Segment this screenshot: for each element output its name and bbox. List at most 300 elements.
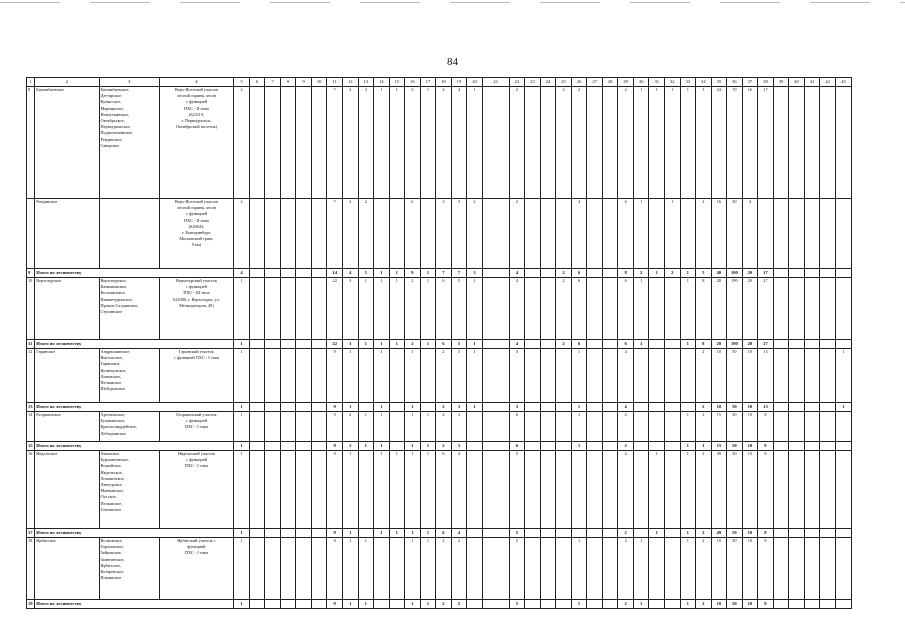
- value-cell: [556, 529, 572, 538]
- value-cell: 1: [234, 442, 250, 451]
- value-cell: [587, 340, 603, 349]
- column-number-cell: 8: [280, 78, 296, 87]
- value-cell: 2: [618, 529, 634, 538]
- value-cell: 7: [327, 199, 343, 269]
- value-cell: [540, 278, 556, 340]
- row-number: 9: [27, 269, 35, 278]
- value-cell: 2: [436, 412, 452, 442]
- column-number-cell: 10: [311, 78, 327, 87]
- value-cell: 1: [571, 403, 587, 412]
- value-cell: 49: [711, 529, 727, 538]
- value-cell: [789, 538, 805, 600]
- value-cell: 15: [711, 442, 727, 451]
- value-cell: 3: [358, 87, 374, 199]
- value-cell: 2: [618, 87, 634, 199]
- value-cell: [820, 349, 836, 403]
- value-cell: 2: [467, 199, 483, 269]
- column-number-cell: 15: [389, 78, 405, 87]
- value-cell: [587, 87, 603, 199]
- value-cell: 20: [742, 278, 758, 340]
- value-cell: 1: [633, 87, 649, 199]
- value-cell: 1: [696, 442, 712, 451]
- page-number: 84: [447, 56, 458, 68]
- value-cell: 1: [389, 87, 405, 199]
- value-cell: [835, 199, 851, 269]
- value-cell: [789, 340, 805, 349]
- value-cell: [649, 403, 665, 412]
- value-cell: [482, 529, 509, 538]
- column-number-cell: 38: [758, 78, 774, 87]
- value-cell: [249, 600, 265, 609]
- value-cell: [249, 340, 265, 349]
- value-cell: [249, 412, 265, 442]
- value-cell: 10: [742, 442, 758, 451]
- value-cell: 28: [711, 340, 727, 349]
- value-cell: 10: [742, 412, 758, 442]
- value-cell: 4: [509, 278, 525, 340]
- value-cell: [482, 600, 509, 609]
- value-cell: [587, 403, 603, 412]
- value-cell: [804, 340, 820, 349]
- value-cell: [835, 538, 851, 600]
- value-cell: 6: [618, 340, 634, 349]
- value-cell: 1: [571, 442, 587, 451]
- value-cell: [540, 269, 556, 278]
- value-cell: 4: [509, 269, 525, 278]
- value-cell: [820, 87, 836, 199]
- value-cell: 6: [509, 442, 525, 451]
- value-cell: [540, 538, 556, 600]
- value-cell: 1: [342, 538, 358, 600]
- value-cell: [789, 600, 805, 609]
- value-cell: 2: [342, 199, 358, 269]
- forestry-total-row: [27, 340, 852, 349]
- value-cell: [296, 529, 312, 538]
- value-cell: [649, 340, 665, 349]
- value-cell: 2: [342, 412, 358, 442]
- value-cell: 2: [509, 87, 525, 199]
- value-cell: 5: [358, 269, 374, 278]
- value-cell: [482, 340, 509, 349]
- value-cell: 2: [451, 538, 467, 600]
- value-cell: 50: [727, 451, 743, 529]
- value-cell: 10: [711, 349, 727, 403]
- value-cell: 8: [758, 451, 774, 529]
- value-cell: 1: [420, 529, 436, 538]
- value-cell: [820, 442, 836, 451]
- value-cell: [587, 412, 603, 442]
- value-cell: [525, 442, 541, 451]
- value-cell: 4: [436, 87, 452, 199]
- value-cell: 10: [742, 349, 758, 403]
- district-forestries-list: Артемовское, Буланашское, Красногвардейское, Лебедкинское: [99, 412, 159, 442]
- value-cell: [758, 199, 774, 269]
- value-cell: 1: [680, 87, 696, 199]
- value-cell: [249, 269, 265, 278]
- value-cell: [571, 529, 587, 538]
- column-number-cell: 13: [358, 78, 374, 87]
- value-cell: [540, 349, 556, 403]
- column-number-row: [27, 78, 852, 87]
- value-cell: 1: [680, 269, 696, 278]
- row-number: 18: [27, 538, 35, 600]
- value-cell: 10: [742, 403, 758, 412]
- value-cell: [665, 340, 681, 349]
- value-cell: 70: [727, 87, 743, 199]
- value-cell: 1: [405, 442, 421, 451]
- value-cell: [804, 600, 820, 609]
- value-cell: [773, 529, 789, 538]
- value-cell: [525, 412, 541, 442]
- value-cell: 1: [420, 412, 436, 442]
- value-cell: 4: [509, 340, 525, 349]
- value-cell: 1: [665, 87, 681, 199]
- value-cell: [389, 412, 405, 442]
- value-cell: [311, 600, 327, 609]
- value-cell: 3: [451, 349, 467, 403]
- value-cell: [265, 442, 281, 451]
- value-cell: 1: [467, 87, 483, 199]
- value-cell: 50: [727, 600, 743, 609]
- value-cell: [835, 269, 851, 278]
- value-cell: [389, 403, 405, 412]
- value-cell: [556, 451, 572, 529]
- value-cell: [311, 278, 327, 340]
- fire-station-unit: Гаринский участок с функцией ПХС - I типа: [159, 349, 234, 403]
- value-cell: 2: [436, 600, 452, 609]
- value-cell: 2: [665, 269, 681, 278]
- forestry-row: [27, 538, 852, 600]
- column-number-cell: 25: [556, 78, 572, 87]
- value-cell: 6: [436, 278, 452, 340]
- value-cell: [556, 600, 572, 609]
- value-cell: 50: [727, 442, 743, 451]
- value-cell: 2: [696, 403, 712, 412]
- value-cell: [482, 403, 509, 412]
- value-cell: [773, 600, 789, 609]
- value-cell: [587, 349, 603, 403]
- value-cell: 1: [342, 349, 358, 403]
- value-cell: 2: [618, 600, 634, 609]
- value-cell: [789, 199, 805, 269]
- value-cell: [602, 442, 618, 451]
- value-cell: [773, 87, 789, 199]
- value-cell: 1: [680, 600, 696, 609]
- value-cell: [602, 529, 618, 538]
- value-cell: 7: [327, 87, 343, 199]
- value-cell: 4: [451, 529, 467, 538]
- value-cell: 3: [696, 87, 712, 199]
- value-cell: [665, 451, 681, 529]
- value-cell: [482, 349, 509, 403]
- value-cell: 6: [571, 278, 587, 340]
- value-cell: [358, 451, 374, 529]
- value-cell: 3: [509, 349, 525, 403]
- value-cell: [420, 199, 436, 269]
- value-cell: 2: [618, 442, 634, 451]
- value-cell: [525, 600, 541, 609]
- value-cell: [482, 87, 509, 199]
- value-cell: 1: [234, 529, 250, 538]
- value-cell: [296, 442, 312, 451]
- value-cell: [804, 87, 820, 199]
- value-cell: 2: [633, 269, 649, 278]
- value-cell: [280, 269, 296, 278]
- value-cell: [249, 403, 265, 412]
- value-cell: [773, 538, 789, 600]
- value-cell: [665, 529, 681, 538]
- value-cell: [835, 442, 851, 451]
- total-label: Итого по лесничеству: [35, 600, 234, 609]
- value-cell: 1: [342, 451, 358, 529]
- column-number-cell: 20: [467, 78, 483, 87]
- value-cell: [633, 403, 649, 412]
- value-cell: [280, 340, 296, 349]
- value-cell: [804, 269, 820, 278]
- value-cell: 1: [420, 451, 436, 529]
- column-number-cell: 41: [804, 78, 820, 87]
- value-cell: 2: [696, 199, 712, 269]
- value-cell: [587, 442, 603, 451]
- value-cell: [602, 278, 618, 340]
- fire-station-unit: Ирбитский участок с функцией ПХС - I типа: [159, 538, 234, 600]
- value-cell: 1: [374, 269, 390, 278]
- value-cell: 1: [234, 340, 250, 349]
- district-forestries-list: Волковское, Гороховское, Зайковское, Заингинское, Ирбитское, Котаревское, Илыинское: [99, 538, 159, 600]
- value-cell: [820, 199, 836, 269]
- value-cell: [525, 451, 541, 529]
- value-cell: 2: [234, 199, 250, 269]
- value-cell: [649, 412, 665, 442]
- value-cell: [649, 600, 665, 609]
- column-number-cell: 29: [618, 78, 634, 87]
- value-cell: [789, 349, 805, 403]
- value-cell: [358, 403, 374, 412]
- column-number-cell: 42: [820, 78, 836, 87]
- value-cell: [358, 349, 374, 403]
- value-cell: [311, 442, 327, 451]
- forestry-total-row: [27, 269, 852, 278]
- value-cell: [389, 600, 405, 609]
- value-cell: [602, 538, 618, 600]
- value-cell: [680, 199, 696, 269]
- value-cell: 8: [758, 538, 774, 600]
- row-number: [27, 199, 35, 269]
- value-cell: [280, 349, 296, 403]
- value-cell: [525, 340, 541, 349]
- value-cell: [525, 529, 541, 538]
- value-cell: 2: [342, 87, 358, 199]
- value-cell: [296, 269, 312, 278]
- value-cell: 5: [327, 412, 343, 442]
- forestry-name: Ирбитское: [35, 538, 99, 600]
- column-number-cell: 37: [742, 78, 758, 87]
- value-cell: 5: [509, 600, 525, 609]
- value-cell: 1: [234, 403, 250, 412]
- value-cell: [540, 87, 556, 199]
- value-cell: 1: [374, 278, 390, 340]
- value-cell: [311, 412, 327, 442]
- value-cell: [820, 538, 836, 600]
- value-cell: 3: [451, 403, 467, 412]
- value-cell: [296, 340, 312, 349]
- column-number-cell: 33: [680, 78, 696, 87]
- value-cell: 2: [358, 199, 374, 269]
- value-cell: 1: [405, 412, 421, 442]
- value-cell: [389, 538, 405, 600]
- value-cell: 50: [727, 538, 743, 600]
- value-cell: [311, 269, 327, 278]
- value-cell: [820, 269, 836, 278]
- value-cell: [789, 269, 805, 278]
- value-cell: [482, 538, 509, 600]
- value-cell: 10: [742, 600, 758, 609]
- value-cell: 2: [509, 199, 525, 269]
- value-cell: 2: [451, 600, 467, 609]
- value-cell: 1: [649, 87, 665, 199]
- value-cell: 4: [618, 403, 634, 412]
- value-cell: [525, 87, 541, 199]
- value-cell: 8: [758, 529, 774, 538]
- value-cell: [773, 278, 789, 340]
- value-cell: 5: [509, 529, 525, 538]
- value-cell: 1: [420, 340, 436, 349]
- value-cell: 1: [680, 451, 696, 529]
- value-cell: [296, 278, 312, 340]
- value-cell: [265, 403, 281, 412]
- value-cell: [482, 412, 509, 442]
- value-cell: 1: [374, 87, 390, 199]
- value-cell: [602, 199, 618, 269]
- value-cell: [467, 412, 483, 442]
- value-cell: 40: [711, 269, 727, 278]
- value-cell: 1: [374, 340, 390, 349]
- value-cell: 1: [374, 442, 390, 451]
- value-cell: 1: [234, 349, 250, 403]
- value-cell: [265, 451, 281, 529]
- value-cell: 6: [618, 199, 634, 269]
- value-cell: 16: [711, 199, 727, 269]
- row-number: 19: [27, 600, 35, 609]
- value-cell: 3: [436, 199, 452, 269]
- value-cell: 190: [727, 278, 743, 340]
- district-forestries-list: Верхотурское, Камышовское, Косьминское, Нижнетуринское, Прокоп-Салдинское, Ступинское: [99, 278, 159, 340]
- value-cell: [280, 538, 296, 600]
- value-cell: [587, 199, 603, 269]
- value-cell: [649, 278, 665, 340]
- value-cell: 2: [436, 349, 452, 403]
- value-cell: 27: [758, 340, 774, 349]
- total-label: Итого по лесничеству: [35, 442, 234, 451]
- row-number: 15: [27, 442, 35, 451]
- value-cell: 50: [727, 349, 743, 403]
- value-cell: 1: [358, 340, 374, 349]
- value-cell: [358, 529, 374, 538]
- value-cell: [296, 600, 312, 609]
- column-number-cell: 2: [35, 78, 99, 87]
- value-cell: 6: [618, 278, 634, 340]
- value-cell: [525, 199, 541, 269]
- value-cell: 1: [680, 442, 696, 451]
- fire-station-unit: Верхотурский участок с функцией ПХС - III типа 624380, г. Верхотурье, ул. Мелиораторов, 40): [159, 278, 234, 340]
- value-cell: 1: [633, 340, 649, 349]
- value-cell: [389, 349, 405, 403]
- value-cell: 2: [696, 538, 712, 600]
- column-number-cell: 31: [649, 78, 665, 87]
- value-cell: 1: [467, 340, 483, 349]
- row-number: 11: [27, 340, 35, 349]
- value-cell: [680, 403, 696, 412]
- value-cell: 13: [758, 349, 774, 403]
- value-cell: [265, 87, 281, 199]
- column-number-cell: 39: [773, 78, 789, 87]
- value-cell: [525, 269, 541, 278]
- value-cell: [311, 199, 327, 269]
- value-cell: 9: [327, 600, 343, 609]
- value-cell: [835, 451, 851, 529]
- value-cell: 50: [727, 403, 743, 412]
- value-cell: [665, 538, 681, 600]
- forestry-total-row: [27, 442, 852, 451]
- forestry-total-row: [27, 529, 852, 538]
- total-label: Итого по лесничеству: [35, 340, 234, 349]
- value-cell: 4: [451, 451, 467, 529]
- value-cell: [482, 278, 509, 340]
- value-cell: [540, 199, 556, 269]
- column-number-cell: 12: [342, 78, 358, 87]
- value-cell: 1: [649, 269, 665, 278]
- value-cell: [249, 529, 265, 538]
- value-cell: [467, 451, 483, 529]
- value-cell: [835, 87, 851, 199]
- value-cell: [296, 538, 312, 600]
- value-cell: [280, 199, 296, 269]
- value-cell: [649, 442, 665, 451]
- value-cell: 1: [234, 600, 250, 609]
- value-cell: 1: [405, 349, 421, 403]
- row-number: 8: [27, 87, 35, 199]
- value-cell: [374, 199, 390, 269]
- value-cell: [556, 403, 572, 412]
- column-number-cell: 17: [420, 78, 436, 87]
- value-cell: 1: [633, 278, 649, 340]
- value-cell: [311, 349, 327, 403]
- value-cell: 2: [696, 349, 712, 403]
- value-cell: [649, 349, 665, 403]
- column-number-cell: 4: [159, 78, 234, 87]
- value-cell: 6: [571, 269, 587, 278]
- value-cell: 8: [618, 269, 634, 278]
- value-cell: [602, 349, 618, 403]
- value-cell: [540, 529, 556, 538]
- value-cell: [280, 87, 296, 199]
- value-cell: 1: [374, 412, 390, 442]
- value-cell: 1: [633, 600, 649, 609]
- district-forestries-list: Билимбаевское, Дегтярское, Куныгское, Марициское, Новоуткинское, Октябрьское, Первоуральское, Подволошинское, Ревдинское, Саверское: [99, 87, 159, 199]
- total-label: Итого по лесничеству: [35, 529, 234, 538]
- value-cell: 2: [436, 403, 452, 412]
- value-cell: [665, 349, 681, 403]
- value-cell: [804, 412, 820, 442]
- value-cell: [265, 349, 281, 403]
- value-cell: 2: [696, 600, 712, 609]
- value-cell: 1: [571, 349, 587, 403]
- value-cell: [296, 412, 312, 442]
- column-number-cell: 21: [482, 78, 509, 87]
- value-cell: [820, 278, 836, 340]
- value-cell: 2: [696, 529, 712, 538]
- value-cell: [249, 451, 265, 529]
